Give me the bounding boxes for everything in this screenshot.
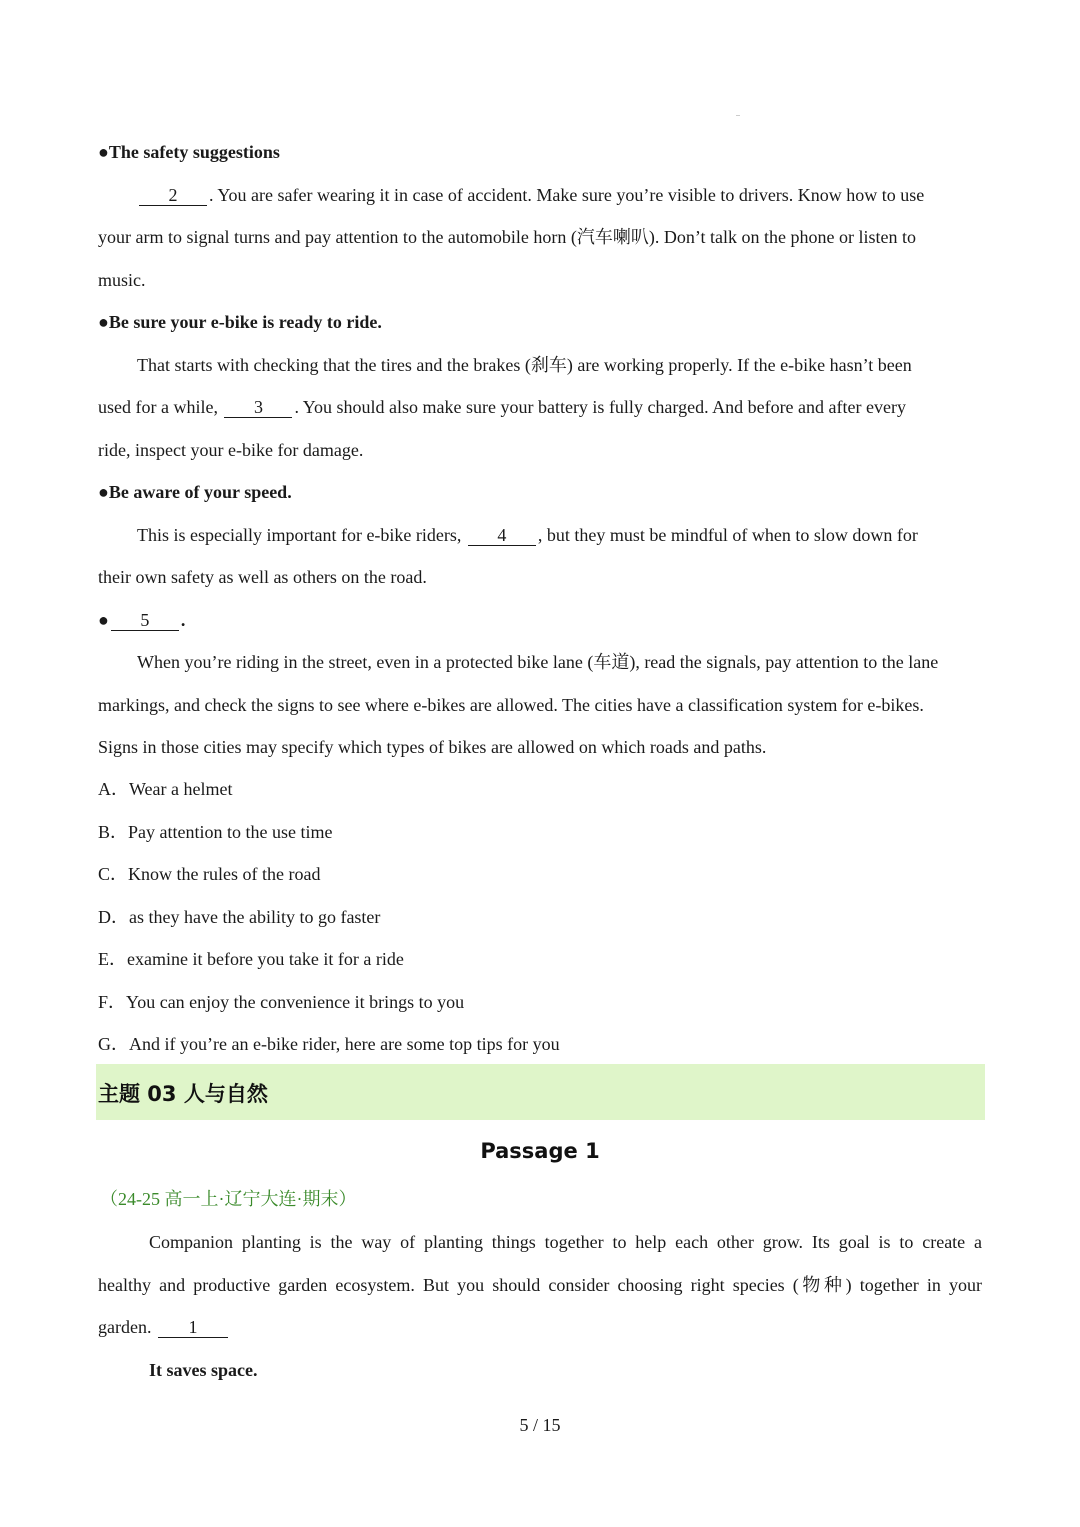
blank-3[interactable]: 3 (224, 397, 292, 418)
paragraph-3-line-1 (137, 523, 918, 547)
paragraph-3-text-b: , but they must be mindful of when to slow down for (537, 525, 918, 545)
heading-saves-space: It saves space. (149, 1360, 258, 1380)
paragraph-2-text-a: used for a while, (98, 397, 218, 417)
paragraph-2-line-2 (98, 395, 906, 419)
paragraph-4-line-3: Signs in those cities may specify which types of bikes are allowed on which roads and paths. (98, 737, 767, 757)
paragraph-5-line-3 (98, 1315, 230, 1339)
paragraph-1-line-2: your arm to signal turns and pay attention to the automobile horn (汽车喇叭). Don’t talk on the phone or listen to (98, 227, 917, 247)
paragraph-5-line-1: Companion planting is the way of planting things together to help each other grow. Its goal is to create a (149, 1232, 982, 1252)
scan-speck (736, 115, 740, 116)
paragraph-4-line-2: markings, and check the signs to see where e-bikes are allowed. The cities have a classification system for e-bikes. (98, 695, 924, 715)
option-d: D．as they have the ability to go faster (98, 907, 381, 927)
blank-1[interactable]: 1 (158, 1317, 228, 1338)
passage-title: Passage 1 (480, 1139, 600, 1163)
bullet: ● (98, 610, 109, 630)
heading-blank-5 (98, 608, 185, 632)
blank-5[interactable]: 5 (111, 610, 179, 631)
paragraph-1-text: . You are safer wearing it in case of accident. Make sure you’re visible to drivers. Know how to use (209, 185, 925, 205)
heading-ebike-ready: ●Be sure your e-bike is ready to ride. (98, 312, 382, 332)
paragraph-5-text-a: garden. (98, 1317, 152, 1337)
paragraph-3-text-a: This is especially important for e-bike riders, (137, 525, 462, 545)
option-f: F．You can enjoy the convenience it brings to you (98, 992, 465, 1012)
paragraph-1-line-3: music. (98, 270, 146, 290)
paragraph-3-line-2: their own safety as well as others on the road. (98, 567, 427, 587)
blank-2[interactable]: 2 (139, 185, 207, 206)
option-g: G．And if you’re an e-bike rider, here are some top tips for you (98, 1034, 560, 1054)
heading-speed: ●Be aware of your speed. (98, 482, 292, 502)
option-c: C．Know the rules of the road (98, 864, 321, 884)
paragraph-4-line-1: When you’re riding in the street, even in a protected bike lane (车道), read the signals, pay attention to the lane (137, 652, 939, 672)
page-number: 5 / 15 (519, 1415, 561, 1435)
paragraph-5-line-2: healthy and productive garden ecosystem. But you should consider choosing right species (物种) together in your (98, 1275, 982, 1295)
option-a: A．Wear a helmet (98, 779, 233, 799)
blank-4[interactable]: 4 (468, 525, 536, 546)
paragraph-2-text-b: . You should also make sure your battery is fully charged. And before and after every (294, 397, 906, 417)
option-b: B．Pay attention to the use time (98, 822, 333, 842)
option-e: E．examine it before you take it for a ride (98, 949, 404, 969)
passage-source: （24-25 高一上·辽宁大连·期末） (100, 1189, 357, 1209)
heading-period: . (180, 610, 186, 630)
paragraph-2-line-1: That starts with checking that the tires and the brakes (刹车) are working properly. If the e-bike hasn’t been (137, 355, 912, 375)
section-title: 主题 03 人与自然 (98, 1082, 268, 1106)
heading-safety-suggestions: ●The safety suggestions (98, 142, 280, 162)
paragraph-1-line-1 (137, 183, 924, 207)
paragraph-2-line-3: ride, inspect your e-bike for damage. (98, 440, 364, 460)
